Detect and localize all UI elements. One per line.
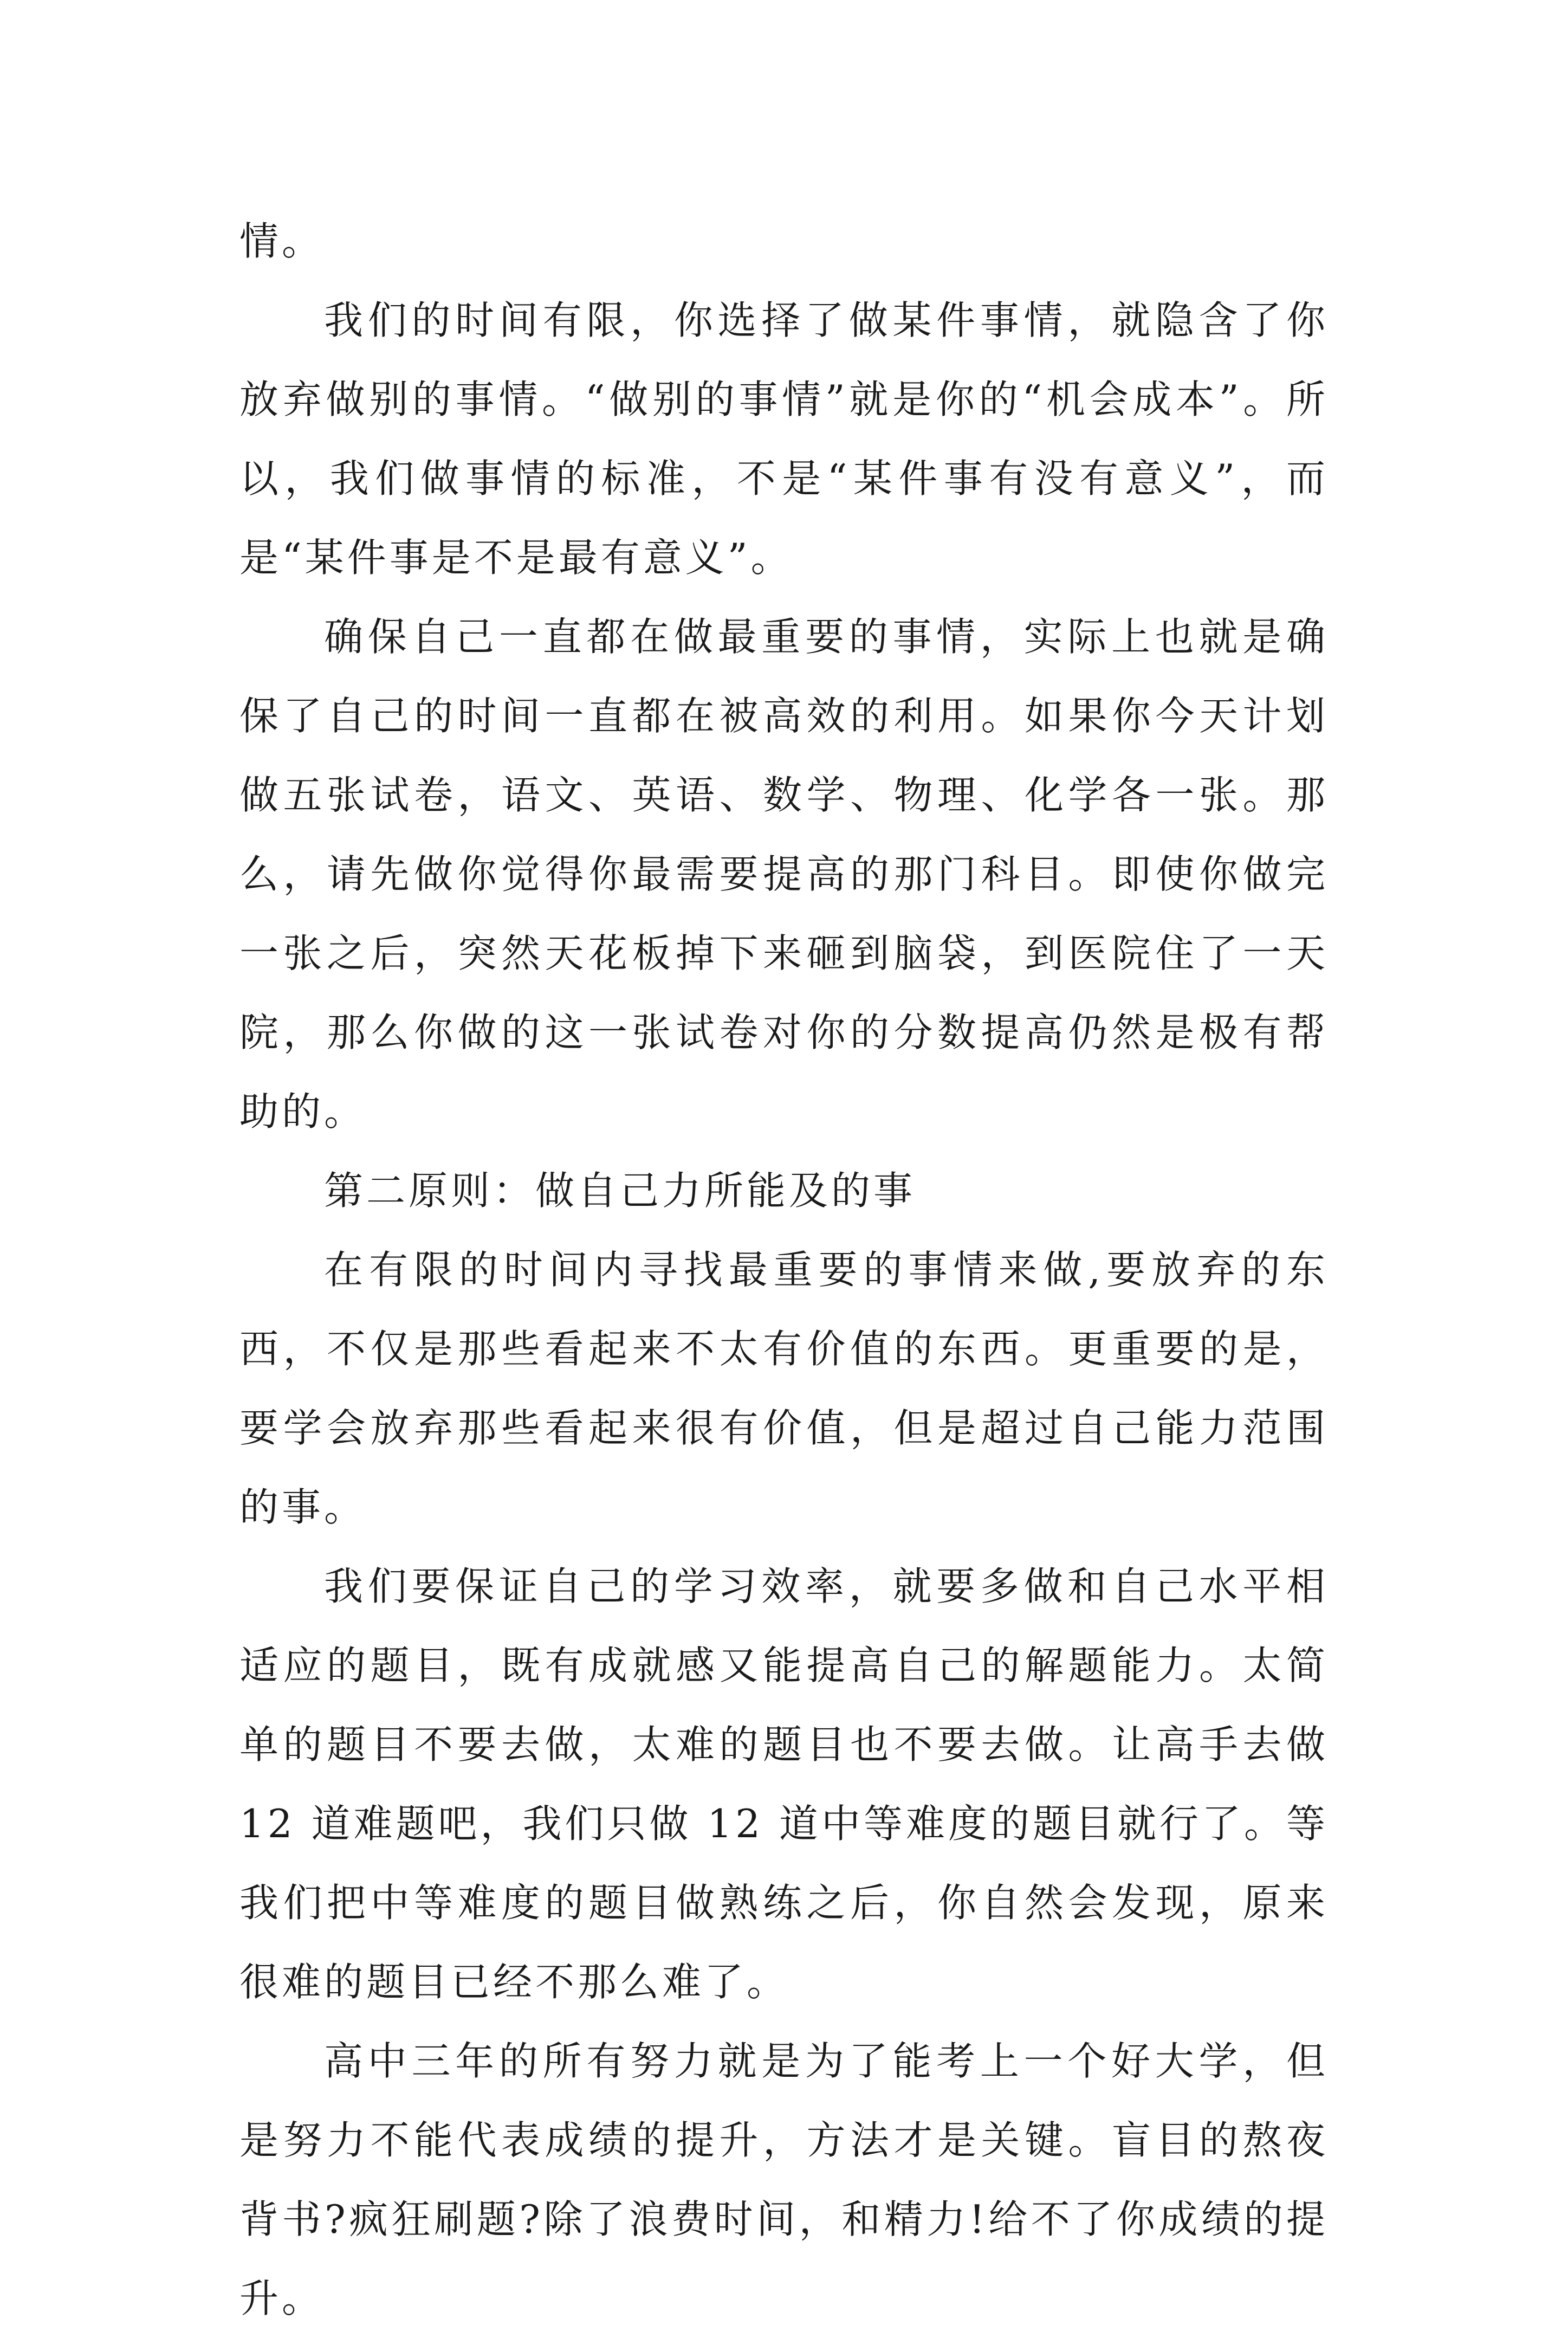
- paragraph-opportunity-cost: 我们的时间有限，你选择了做某件事情，就隐含了你放弃做别的事情。“做别的事情”就是你的“机会成本”。所以，我们做事情的标准，不是“某件事有没有意义”，而是“某件事是不是最有意义”。: [239, 298, 1329, 580]
- paragraph-give-up: 在有限的时间内寻找最重要的事情来做,要放弃的东西，不仅是那些看起来不太有价值的东西。更重要的是，要学会放弃那些看起来很有价值，但是超过自己能力范围的事。: [239, 1247, 1329, 1530]
- section-heading-second-principle: 第二原则：做自己力所能及的事: [324, 1168, 916, 1213]
- document-body: [239, 202, 1329, 2338]
- paragraph-continuation: 情。: [239, 218, 325, 264]
- paragraph-most-important: 确保自己一直都在做最重要的事情，实际上也就是确保了自己的时间一直都在被高效的利用。如果你今天计划做五张试卷，语文、英语、数学、物理、化学各一张。那么，请先做你觉得你最需要提高的那门科目。即使你做完一张之后，突然天花板掉下来砸到脑袋，到医院住了一天院，那么你做的这一张试卷对你的分数提高仍然是极有帮助的。: [239, 614, 1329, 1134]
- paragraph-efficiency: 我们要保证自己的学习效率，就要多做和自己水平相适应的题目，既有成就感又能提高自己的解题能力。太简单的题目不要去做，太难的题目也不要去做。让高手去做 12 道难题吧，我们只做 12 道中等难度的题目就行了。等我们把中等难度的题目做熟练之后，你自然会发现，原来很难的题目已经不那么难了。: [239, 1564, 1329, 2005]
- paragraph-method: 高中三年的所有努力就是为了能考上一个好大学，但是努力不能代表成绩的提升，方法才是关键。盲目的熬夜背书?疯狂刷题?除了浪费时间，和精力!给不了你成绩的提升。: [239, 2038, 1329, 2321]
